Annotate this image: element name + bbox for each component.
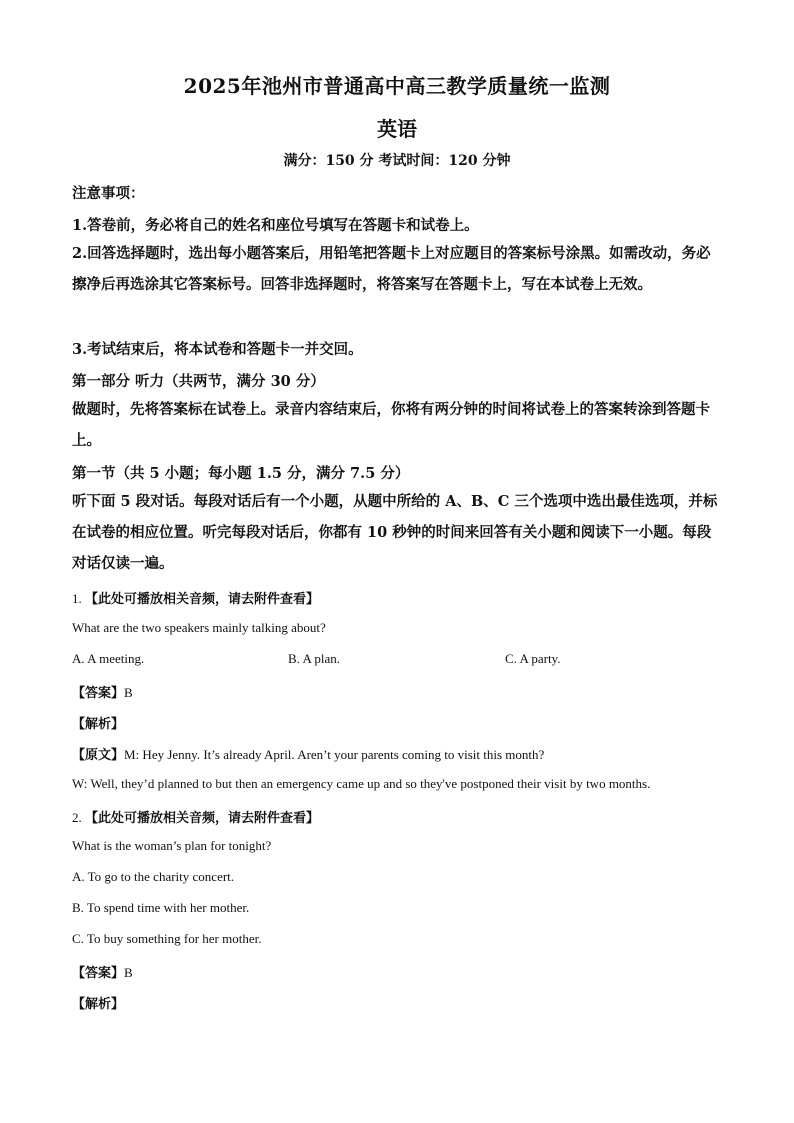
part1-instruction: 做题时，先将答案标在试卷上。录音内容结束后，你将有两分钟的时间将试卷上的答案转涂到答题卡上。: [72, 401, 710, 449]
answer-value: B: [124, 965, 133, 980]
question-1-analysis-label: 【解析】: [72, 717, 125, 732]
question-1-option-c: C. A party.: [505, 651, 561, 666]
audio-note: 【此处可播放相关音频，请去附件查看】: [85, 592, 320, 607]
question-2-option-b: B. To spend time with her mother.: [72, 900, 250, 915]
section1-heading: 第一节（共 5 小题；每小题 1.5 分，满分 7.5 分）: [72, 465, 410, 482]
question-1-header: [72, 588, 752, 607]
transcript-label: 【原文】: [72, 748, 125, 763]
part1-heading: 第一部分 听力（共两节，满分 30 分）: [72, 373, 325, 390]
answer-label: 【答案】: [72, 686, 125, 701]
question-2-answer: [72, 962, 133, 981]
notice-item-1: 1.答卷前，务必将自己的姓名和座位号填写在答题卡和试卷上。: [72, 217, 479, 234]
answer-value: B: [124, 685, 133, 700]
question-2-option-a: A. To go to the charity concert.: [72, 869, 235, 884]
question-1-transcript: [72, 744, 544, 763]
question-1-option-a: A. A meeting.: [72, 651, 145, 666]
exam-title: 2025年池州市普通高中高三教学质量统一监测: [183, 74, 611, 98]
notice-item-2: 2.回答选择题时，选出每小题答案后，用铅笔把答题卡上对应题目的答案标号涂黑。如需改动，务必擦净后再选涂其它答案标号。回答非选择题时，将答案写在答题卡上，写在本试卷上无效。: [72, 245, 711, 293]
question-2-option-c: C. To buy something for her mother.: [72, 931, 262, 946]
question-1-option-b: B. A plan.: [288, 651, 341, 666]
question-2-stem: What is the woman’s plan for tonight?: [72, 838, 272, 853]
question-1-answer: [72, 682, 133, 701]
question-2-analysis-label: 【解析】: [72, 997, 125, 1012]
answer-label: 【答案】: [72, 966, 125, 981]
question-1-transcript-line-2: W: Well, they’d planned to but then an emergency came up and so they've postponed their visit by two months.: [72, 776, 651, 791]
section1-instruction: 听下面 5 段对话。每段对话后有一个小题，从题中所给的 A、B、C 三个选项中选出最佳选项，并标在试卷的相应位置。听完每段对话后，你都有 10 秒钟的时间来回答有关小题和阅读下一小题。每段对话仅读一遍。: [72, 493, 718, 572]
question-number: 2.: [72, 810, 82, 825]
notice-item-3: 3.考试结束后，将本试卷和答题卡一并交回。: [72, 341, 363, 358]
question-1-stem: What are the two speakers mainly talking about?: [72, 620, 326, 635]
audio-note: 【此处可播放相关音频，请去附件查看】: [85, 811, 320, 826]
exam-meta: 满分：150 分 考试时间：120 分钟: [283, 153, 511, 169]
question-number: 1.: [72, 591, 82, 606]
transcript-line-1: M: Hey Jenny. It’s already April. Aren’t your parents coming to visit this month?: [124, 747, 545, 762]
exam-subject: 英语: [377, 117, 417, 141]
notice-heading: 注意事项：: [72, 185, 145, 202]
question-2-header: [72, 807, 752, 826]
